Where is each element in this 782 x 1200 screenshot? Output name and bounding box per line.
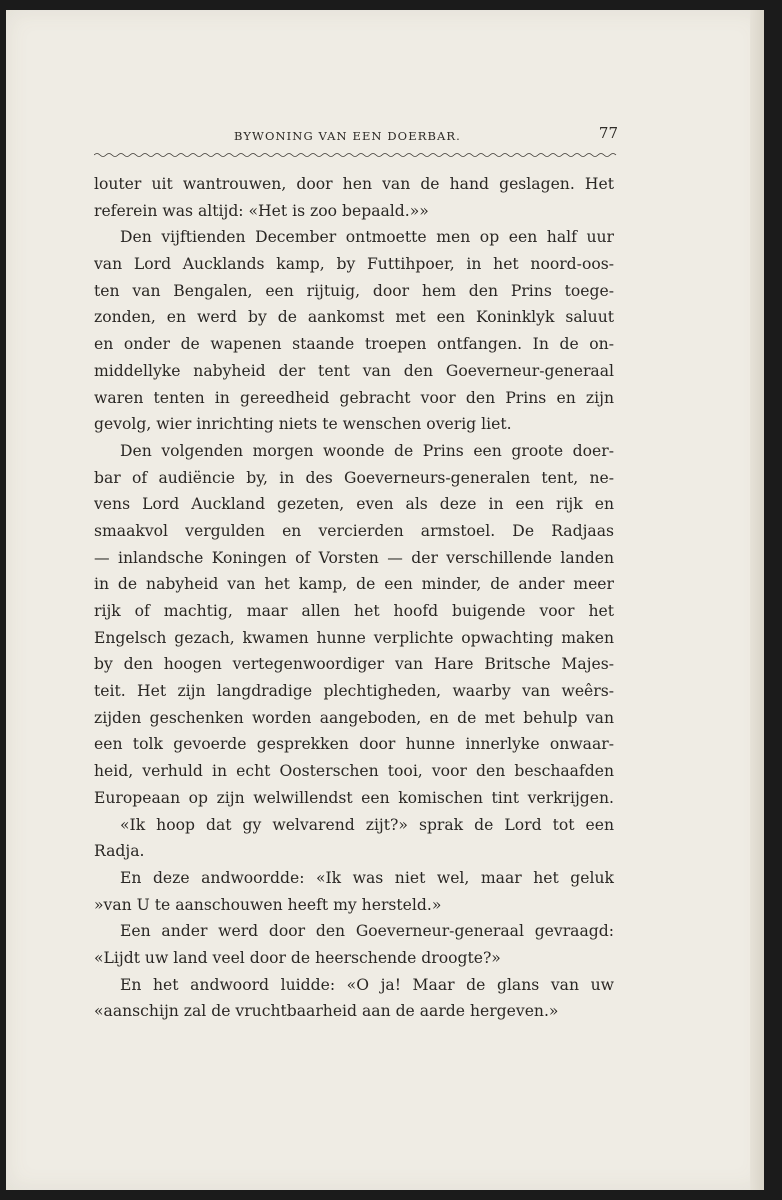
text-line: ten van Bengalen, een rijtuig, door hem den Prins toege-: [94, 281, 614, 300]
text-line: rijk of machtig, maar allen het hoofd buigende voor het: [94, 602, 614, 620]
text-line: zijden geschenken worden aangeboden, en de met behulp van: [94, 708, 614, 727]
text-line: louter uit wantrouwen, door hen van de hand geslagen. Het: [94, 175, 614, 193]
wavy-rule: [94, 152, 618, 158]
text-line: gevolg, wier inrichting niets te wenschen overig liet.: [94, 415, 512, 434]
text-line: heid, verhuld in echt Oosterschen tooi, voor den beschaafden: [94, 762, 614, 781]
page-header: [94, 122, 618, 146]
page-edge: [750, 10, 764, 1190]
text-line: vens Lord Auckland gezeten, even als deze in een rijk en: [94, 495, 614, 514]
text-line: smaakvol vergulden en vercierden armstoel. De Radjaas: [94, 521, 614, 540]
text-line: en onder de wapenen staande troepen ontfangen. In de on-: [94, 335, 614, 354]
text-line: Europeaan op zijn welwillendst een komischen tint verkrijgen.: [94, 788, 614, 807]
text-line: waren tenten in gereedheid gebracht voor den Prins en zijn: [94, 388, 614, 407]
text-line: by den hoogen vertegenwoordiger van Hare Britsche Majes-: [94, 655, 614, 674]
text-line: bar of audiëncie by, in des Goeverneurs-generalen tent, ne-: [94, 468, 614, 487]
page-number: 77: [598, 124, 618, 142]
text-line: Den vijftienden December ontmoette men op een half uur: [120, 228, 614, 247]
text-line: referein was altijd: «Het is zoo bepaald.»»: [94, 201, 429, 220]
text-line: — inlandsche Koningen of Vorsten — der verschillende landen: [94, 548, 614, 567]
book-page: [6, 10, 764, 1190]
text-line: «aanschijn zal de vruchtbaarheid aan de aarde hergeven.»: [94, 1002, 559, 1021]
text-line: Den volgenden morgen woonde de Prins een groote doer-: [120, 441, 614, 460]
text-line: in de nabyheid van het kamp, de een minder, de ander meer: [94, 575, 614, 594]
text-line: van Lord Aucklands kamp, by Futtihpoer, in het noord-oos-: [94, 255, 614, 274]
text-line: Engelsch gezach, kwamen hunne verplichte opwachting maken: [94, 628, 614, 647]
text-line: En deze andwoordde: «Ik was niet wel, maar het geluk: [120, 868, 614, 887]
text-line: zonden, en werd by de aankomst met een Koninklyk saluut: [94, 308, 614, 327]
text-line: teit. Het zijn langdradige plechtigheden, waarby van weêrs-: [94, 682, 614, 701]
text-line: En het andwoord luidde: «O ja! Maar de glans van uw: [120, 975, 614, 994]
text-line: een tolk gevoerde gesprekken door hunne innerlyke onwaar-: [94, 735, 614, 754]
text-line: «Ik hoop dat gy welvarend zijt?» sprak de Lord tot een: [120, 815, 614, 834]
body-text: [94, 171, 614, 1025]
text-line: middellyke nabyheid der tent van den Goeverneur-generaal: [94, 361, 614, 380]
text-line: Radja.: [94, 842, 145, 861]
text-line: Een ander werd door den Goeverneur-generaal gevraagd:: [120, 922, 614, 941]
text-line: »van U te aanschouwen heeft my hersteld.»: [94, 895, 442, 914]
running-title: BYWONING VAN EEN DOERBAR.: [234, 129, 461, 143]
text-line: «Lijdt uw land veel door de heerschende droogte?»: [94, 948, 501, 967]
